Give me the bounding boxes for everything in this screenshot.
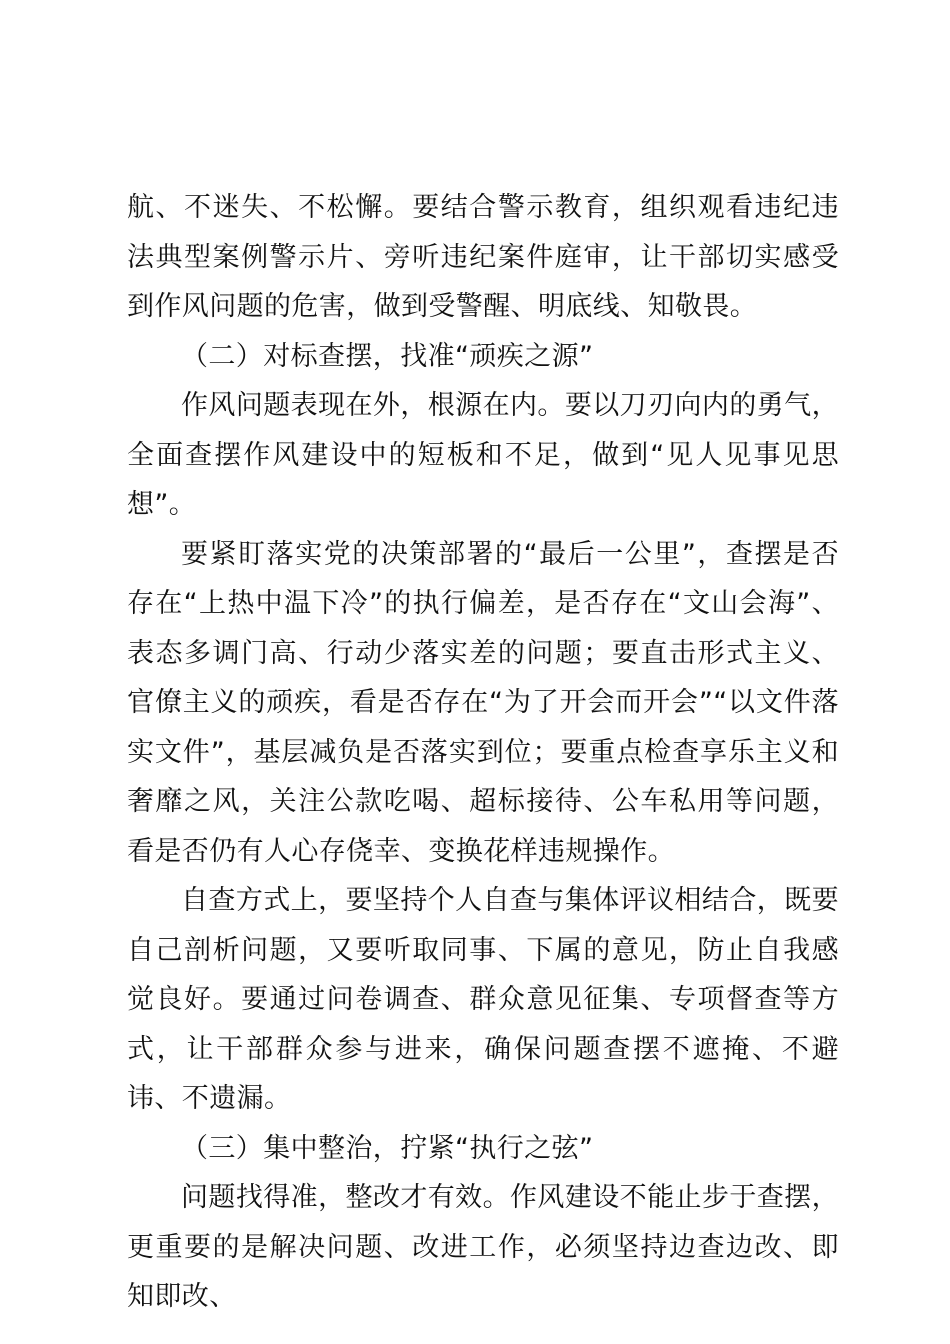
paragraph-body: 问题找得准，整改才有效。作风建设不能止步于查摆，更重要的是解决问题、改进工作，必须坚持边查边改、即知即改、 xyxy=(127,1182,839,1312)
paragraph-continuation: 航、不迷失、不松懈。要结合警示教育，组织观看违纪违法典型案例警示片、旁听违纪案件庭审，让干部切实感受到作风问题的危害，做到受警醒、明底线、知敬畏。 xyxy=(127,192,839,322)
section-heading-three: （三）集中整治，拧紧“执行之弦” xyxy=(181,1132,594,1164)
section-heading-two: （二）对标查摆，找准“顽疾之源” xyxy=(181,340,594,372)
document-body xyxy=(127,183,839,1322)
paragraph-body: 自查方式上，要坚持个人自查与集体评议相结合，既要自己剖析问题，又要听取同事、下属的意见，防止自我感觉良好。要通过问卷调查、群众意见征集、专项督查等方式，让干部群众参与进来，确保问题查摆不遮掩、不避讳、不遗漏。 xyxy=(127,885,839,1114)
paragraph-body: 要紧盯落实党的决策部署的“最后一公里”，查摆是否存在“上热中温下冷”的执行偏差，是否存在“文山会海”、表态多调门高、行动少落实差的问题；要直击形式主义、官僚主义的顽疾，看是否存在“为了开会而开会”“以文件落实文件”，基层减负是否落实到位；要重点检查享乐主义和奢靡之风，关注公款吃喝、超标接待、公车私用等问题，看是否仍有人心存侥幸、变换花样违规操作。 xyxy=(127,538,839,867)
paragraph-body: 作风问题表现在外，根源在内。要以刀刃向内的勇气，全面查摆作风建设中的短板和不足，做到“见人见事见思想”。 xyxy=(127,390,839,520)
